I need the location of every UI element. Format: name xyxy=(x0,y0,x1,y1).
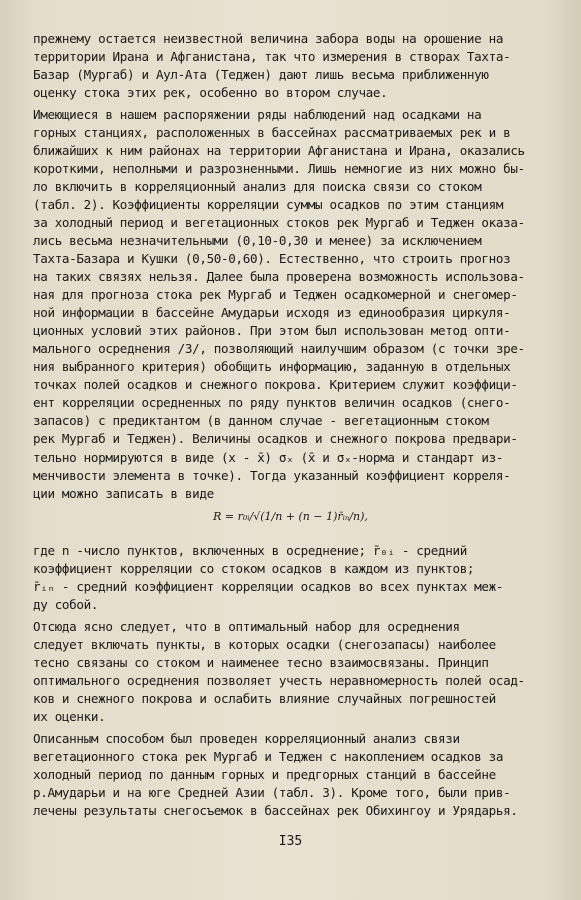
text-line: Базар (Мургаб) и Аул-Ата (Теджен) дают лишь весьма приближенную xyxy=(33,67,489,82)
text-line: ков и снежного покрова и ослабить влияние случайных погрешностей xyxy=(33,691,496,706)
text-line: Тахта-Базара и Кушки (0,50-0,60). Естественно, что строить прогноз xyxy=(33,251,511,266)
text-line: запасов) с предиктантом (в данном случае - вегетационным стоком xyxy=(33,413,489,428)
text-line: менчивости элемента в точке). Тогда указанный коэффициент корреля- xyxy=(33,468,511,483)
text-line: Имеющиеся в нашем распоряжении ряды наблюдений над осадками на xyxy=(33,107,482,122)
text-line: их оценки. xyxy=(33,709,106,724)
text-line: ционных условий этих районов. При этом был использован метод опти- xyxy=(33,323,511,338)
text-line: Описанным способом был проведен корреляционный анализ связи xyxy=(33,731,460,746)
text-line: мального осреднения /3/, позволяющий наилучшим образом (с точки зре- xyxy=(33,341,525,356)
text-line: r̄ᵢₙ - средний коэффициент корреляции осадков во всех пунктах меж- xyxy=(33,579,504,594)
text-line: ло включить в корреляционный анализ для поиска связи со стоком xyxy=(33,179,482,194)
text-line: за холодный период и вегетационных стоков рек Мургаб и Теджен оказа- xyxy=(33,215,525,230)
text-line: р.Амударьи и на юге Средней Азии (табл. 3). Кроме того, были прив- xyxy=(33,785,511,800)
text-line: ду собой. xyxy=(33,597,99,612)
text-line: Отсюда ясно следует, что в оптимальный набор для осреднения xyxy=(33,619,460,634)
text-line: ент корреляции осредненных по ряду пунктов величин осадков (снего- xyxy=(33,395,511,410)
text-line: где n -число пунктов, включенных в осреднение; r̄₀ᵢ - средний xyxy=(33,543,467,558)
text-line: короткими, неполными и разрозненными. Лишь немногие из них можно бы- xyxy=(33,161,525,176)
text-line: (табл. 2). Коэффициенты корреляции суммы осадков по этим станциям xyxy=(33,197,504,212)
text-line: прежнему остается неизвестной величина забора воды на орошение на xyxy=(33,31,504,46)
page-number: I35 xyxy=(278,834,303,849)
text-line: ближайших к ним районах на территории Афганистана и Ирана, оказались xyxy=(33,143,525,158)
correlation-formula: R = r₀ᵢ/√(1/n + (n − 1)r̄ᵢₙ/n), xyxy=(213,510,368,523)
text-line: холодный период по данным горных и предгорных станций в бассейне xyxy=(33,767,496,782)
text-line: ной информации в бассейне Амударьи исходя из единообразия циркуля- xyxy=(33,305,511,320)
text-line: оптимального осреднения позволяет учесть неравномерность полей осад- xyxy=(33,673,525,688)
text-line: коэффициент корреляции со стоком осадков в каждом из пунктов; xyxy=(33,561,475,576)
text-line: территории Ирана и Афганистана, так что измерения в створах Тахта- xyxy=(33,49,511,64)
text-line: на таких связях нельзя. Далее была проверена возможность использова- xyxy=(33,269,525,284)
text-line: рек Мургаб и Теджен). Величины осадков и снежного покрова предвари- xyxy=(33,431,518,446)
text-line: оценку стока этих рек, особенно во втором случае. xyxy=(33,85,388,100)
text-line: ния выбранного критерия) обобщить информацию, заданную в отдельных xyxy=(33,359,511,374)
text-line: тесно связаны со стоком и наименее тесно взаимосвязаны. Принцип xyxy=(33,655,489,670)
text-line: лись весьма незначительными (0,10-0,30 и менее) за исключением xyxy=(33,233,482,248)
text-line: вегетационного стока рек Мургаб и Теджен с накоплением осадков за xyxy=(33,749,504,764)
text-line: ная для прогноза стока рек Мургаб и Теджен осадкомерной и снегомер- xyxy=(33,287,518,302)
text-line: точках полей осадков и снежного покрова. Критерием служит коэффици- xyxy=(33,377,518,392)
text-line: лечены результаты снегосъемок в бассейнах рек Обихингоу и Урядарья. xyxy=(33,803,518,818)
text-line: горных станциях, расположенных в бассейнах рассматриваемых рек и в xyxy=(33,125,511,140)
text-line: следует включать пункты, в которых осадки (снегозапасы) наиболее xyxy=(33,637,496,652)
text-line: тельно нормируются в виде (x - x̄) σₓ (x̄ и σₓ-норма и стандарт из- xyxy=(33,450,504,465)
text-line: ции можно записать в виде xyxy=(33,486,214,501)
